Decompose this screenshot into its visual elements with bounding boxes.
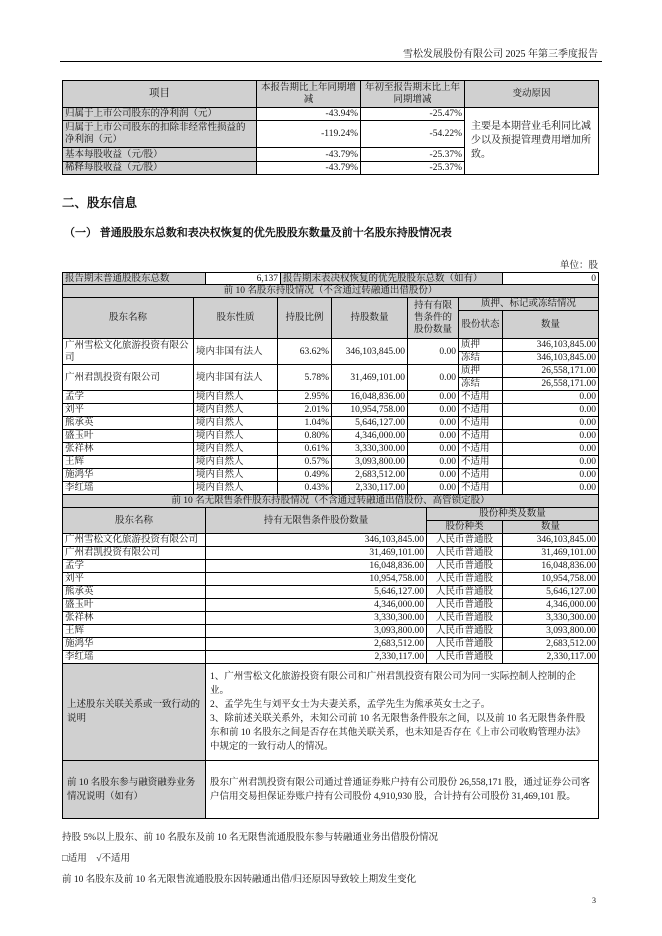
shareholder-nature: 境内自然人 bbox=[194, 417, 278, 430]
shareholder-name: 孟学 bbox=[63, 560, 206, 573]
quarter-change: -43.79% bbox=[257, 162, 361, 175]
shareholder-name: 广州君凯投资有限公司 bbox=[63, 365, 194, 391]
pledge-amount: 0.00 bbox=[503, 456, 599, 469]
share-amount: 3,330,300.00 bbox=[503, 612, 599, 625]
unrestricted-row bbox=[63, 534, 599, 547]
share-amount: 346,103,845.00 bbox=[503, 534, 599, 547]
share-status: 不适用 bbox=[459, 456, 503, 469]
col-type-group: 股份种类及数量 bbox=[427, 508, 599, 521]
restricted-qty: 0.00 bbox=[408, 456, 459, 469]
shareholding-qty: 4,346,000.00 bbox=[332, 430, 408, 443]
unrestricted-qty: 5,646,127.00 bbox=[206, 586, 427, 599]
header-quarter: 本报告期比上年同期增减 bbox=[257, 81, 361, 108]
unrestricted-row bbox=[63, 599, 599, 612]
unrestricted-qty: 3,093,800.00 bbox=[206, 625, 427, 638]
shareholding-qty: 5,646,127.00 bbox=[332, 417, 408, 430]
shareholder-name: 施鸿华 bbox=[63, 638, 206, 651]
share-amount: 2,683,512.00 bbox=[503, 638, 599, 651]
note-line: 1、广州雪松文化旅游投资有限公司和广州君凯投资有限公司为同一实际控制人控制的企业。 bbox=[210, 672, 576, 696]
share-type: 人民币普通股 bbox=[427, 612, 503, 625]
share-amount: 4,346,000.00 bbox=[503, 599, 599, 612]
col-name: 股东名称 bbox=[63, 298, 194, 339]
note-label: 前 10 名股东参与融资融券业务情况说明（如有） bbox=[63, 761, 206, 819]
shareholder-nature: 境内自然人 bbox=[194, 404, 278, 417]
top10-shareholders-table bbox=[62, 284, 599, 495]
shareholder-name: 广州雪松文化旅游投资有限公司 bbox=[63, 534, 206, 547]
restricted-qty: 0.00 bbox=[408, 469, 459, 482]
unrestricted-row bbox=[63, 586, 599, 599]
share-status: 质押 bbox=[459, 339, 503, 352]
unrestricted-row bbox=[63, 573, 599, 586]
shareholding-ratio: 0.57% bbox=[278, 456, 332, 469]
item-label: 稀释每股收益（元/股） bbox=[63, 162, 257, 175]
shareholder-name: 盛玉叶 bbox=[63, 599, 206, 612]
share-type: 人民币普通股 bbox=[427, 573, 503, 586]
shareholder-nature: 境内自然人 bbox=[194, 482, 278, 495]
note-line: 股东广州君凯投资有限公司通过普通证券账户持有公司股份 26,558,171 股，通过证券公司客户信用交易担保证券账户持有公司股份 4,910,930 股，合计持有公司股份 31,469,101 股。 bbox=[210, 777, 591, 802]
shareholder-name: 孟学 bbox=[63, 391, 194, 404]
restricted-qty: 0.00 bbox=[408, 443, 459, 456]
col-amount: 数量 bbox=[503, 521, 599, 534]
lending-statement: 持股 5%以上股东、前 10 名股东及前 10 名无限售流通股股东参与转融通业务出借股份情况 bbox=[62, 833, 439, 843]
shareholding-ratio: 0.49% bbox=[278, 469, 332, 482]
unrestricted-qty: 16,048,836.00 bbox=[206, 560, 427, 573]
share-amount: 2,330,117.00 bbox=[503, 651, 599, 664]
shareholder-name: 李红瑶 bbox=[63, 651, 206, 664]
share-status: 质押 bbox=[459, 365, 503, 378]
unrestricted-qty: 2,330,117.00 bbox=[206, 651, 427, 664]
top10-title: 前 10 名股东持股情况（不含通过转融通出借股份） bbox=[63, 285, 599, 298]
shareholder-name: 熊承英 bbox=[63, 417, 194, 430]
pledge-amount: 0.00 bbox=[503, 443, 599, 456]
section-title: 二、股东信息 bbox=[62, 196, 138, 210]
shareholding-qty: 2,683,512.00 bbox=[332, 469, 408, 482]
share-status: 冻结 bbox=[459, 352, 503, 365]
share-amount: 10,954,758.00 bbox=[503, 573, 599, 586]
unrestricted-row bbox=[63, 547, 599, 560]
share-status: 不适用 bbox=[459, 469, 503, 482]
shareholding-qty: 10,954,758.00 bbox=[332, 404, 408, 417]
shareholding-ratio: 0.80% bbox=[278, 430, 332, 443]
unrestricted-shareholders-table bbox=[62, 494, 599, 819]
unrestricted-row bbox=[63, 612, 599, 625]
share-amount: 5,646,127.00 bbox=[503, 586, 599, 599]
change-row bbox=[63, 108, 599, 121]
note-row bbox=[63, 761, 599, 819]
shareholder-nature: 境内自然人 bbox=[194, 391, 278, 404]
restricted-qty: 0.00 bbox=[408, 339, 459, 365]
shareholder-name: 王辉 bbox=[63, 456, 194, 469]
applicable-option: □适用 bbox=[62, 854, 87, 864]
unrestricted-qty: 10,954,758.00 bbox=[206, 573, 427, 586]
unrestricted-qty: 31,469,101.00 bbox=[206, 547, 427, 560]
share-type: 人民币普通股 bbox=[427, 547, 503, 560]
share-type: 人民币普通股 bbox=[427, 651, 503, 664]
col-name: 股东名称 bbox=[63, 508, 206, 534]
share-type: 人民币普通股 bbox=[427, 599, 503, 612]
unrestricted-row bbox=[63, 638, 599, 651]
header-item: 项目 bbox=[63, 81, 257, 108]
unrestricted-row bbox=[63, 651, 599, 664]
restricted-qty: 0.00 bbox=[408, 417, 459, 430]
header-ytd: 年初至报告期末比上年同期增减 bbox=[361, 81, 465, 108]
shareholder-nature: 境内自然人 bbox=[194, 469, 278, 482]
restricted-qty: 0.00 bbox=[408, 391, 459, 404]
note-line: 3、除前述关联关系外，未知公司前 10 名无限售条件股东之间，以及前 10 名无限售条件股东和前 10 名股东之间是否存在其他关联关系，也未知是否存在《上市公司收购管理办法》中规定的一致行动人的情况。 bbox=[210, 714, 586, 752]
col-qty: 持股数量 bbox=[332, 298, 408, 339]
unrestricted-qty: 346,103,845.00 bbox=[206, 534, 427, 547]
total-shareholders-label: 报告期末普通股股东总数 bbox=[63, 273, 206, 286]
note-row bbox=[63, 664, 599, 761]
quarter-change: -43.79% bbox=[257, 148, 361, 162]
pledge-amount: 0.00 bbox=[503, 469, 599, 482]
shareholder-name: 熊承英 bbox=[63, 586, 206, 599]
share-type: 人民币普通股 bbox=[427, 638, 503, 651]
note-line: 2、孟学先生与刘平女士为夫妻关系，孟学先生为熊承英女士之子。 bbox=[210, 700, 491, 710]
share-status: 不适用 bbox=[459, 482, 503, 495]
shareholding-qty: 3,330,300.00 bbox=[332, 443, 408, 456]
shareholder-row bbox=[63, 391, 599, 404]
pledge-amount: 346,103,845.00 bbox=[503, 339, 599, 352]
pledge-amount: 346,103,845.00 bbox=[503, 352, 599, 365]
col-unrestricted-qty: 持有无限售条件股份数量 bbox=[206, 508, 427, 534]
change-statement: 前 10 名股东及前 10 名无限售流通股股东因转融通出借/归还原因导致较上期发生变化 bbox=[62, 875, 417, 885]
pledge-amount: 26,558,171.00 bbox=[503, 365, 599, 378]
item-label: 基本每股收益（元/股） bbox=[63, 148, 257, 162]
restricted-qty: 0.00 bbox=[408, 365, 459, 391]
item-label: 归属于上市公司股东的扣除非经常性损益的净利润（元） bbox=[63, 121, 257, 148]
col-amount: 数量 bbox=[503, 311, 599, 339]
page-number: 3 bbox=[592, 896, 596, 905]
subsection-title: （一） 普通股股东总数和表决权恢复的优先股股东数量及前十名股东持股情况表 bbox=[64, 227, 452, 239]
shareholding-qty: 16,048,836.00 bbox=[332, 391, 408, 404]
quarter-change: -119.24% bbox=[257, 121, 361, 148]
ytd-change: -25.37% bbox=[361, 148, 465, 162]
share-status: 冻结 bbox=[459, 378, 503, 391]
unrestricted-title: 前 10 名无限售条件股东持股情况（不含通过转融通出借股份、高管锁定股） bbox=[63, 495, 599, 508]
shareholding-qty: 31,469,101.00 bbox=[332, 365, 408, 391]
change-reason: 主要是本期营业毛利同比减少以及预提管理费用增加所致。 bbox=[465, 108, 599, 175]
shareholder-row bbox=[63, 469, 599, 482]
shareholding-ratio: 63.62% bbox=[278, 339, 332, 365]
shareholder-nature: 境内非国有法人 bbox=[194, 365, 278, 391]
pledge-amount: 26,558,171.00 bbox=[503, 378, 599, 391]
share-status: 不适用 bbox=[459, 391, 503, 404]
quarter-change: -43.94% bbox=[257, 108, 361, 121]
ytd-change: -25.47% bbox=[361, 108, 465, 121]
shareholder-name: 张祥林 bbox=[63, 443, 194, 456]
col-ratio: 持股比例 bbox=[278, 298, 332, 339]
unit-label: 单位：股 bbox=[559, 261, 598, 271]
shareholder-row bbox=[63, 482, 599, 495]
shareholder-row bbox=[63, 339, 599, 352]
shareholder-row bbox=[63, 417, 599, 430]
share-amount: 3,093,800.00 bbox=[503, 625, 599, 638]
shareholding-qty: 346,103,845.00 bbox=[332, 339, 408, 365]
shareholder-row bbox=[63, 430, 599, 443]
col-restricted: 持有有限售条件的股份数量 bbox=[408, 298, 459, 339]
share-status: 不适用 bbox=[459, 443, 503, 456]
note-content bbox=[206, 664, 599, 761]
shareholder-row bbox=[63, 443, 599, 456]
col-nature: 股东性质 bbox=[194, 298, 278, 339]
unrestricted-qty: 3,330,300.00 bbox=[206, 612, 427, 625]
shareholding-ratio: 2.01% bbox=[278, 404, 332, 417]
shareholder-nature: 境内非国有法人 bbox=[194, 339, 278, 365]
shareholder-name: 刘平 bbox=[63, 573, 206, 586]
col-type: 股份种类 bbox=[427, 521, 503, 534]
shareholding-ratio: 0.61% bbox=[278, 443, 332, 456]
col-status: 股份状态 bbox=[459, 311, 503, 339]
pledge-amount: 0.00 bbox=[503, 417, 599, 430]
item-label: 归属于上市公司股东的净利润（元） bbox=[63, 108, 257, 121]
share-type: 人民币普通股 bbox=[427, 560, 503, 573]
report-header: 雪松发展股份有限公司 2025 年第三季度报告 bbox=[403, 49, 598, 60]
share-type: 人民币普通股 bbox=[427, 534, 503, 547]
share-amount: 31,469,101.00 bbox=[503, 547, 599, 560]
pledge-amount: 0.00 bbox=[503, 391, 599, 404]
shareholder-name: 王辉 bbox=[63, 625, 206, 638]
shareholder-name: 张祥林 bbox=[63, 612, 206, 625]
shareholder-row bbox=[63, 365, 599, 378]
shareholder-name: 广州雪松文化旅游投资有限公司 bbox=[63, 339, 194, 365]
restricted-qty: 0.00 bbox=[408, 482, 459, 495]
header-rule bbox=[60, 61, 602, 62]
unrestricted-row bbox=[63, 560, 599, 573]
col-pledge-group: 质押、标记或冻结情况 bbox=[459, 298, 599, 311]
shareholding-qty: 3,093,800.00 bbox=[332, 456, 408, 469]
shareholder-row bbox=[63, 404, 599, 417]
shareholder-name: 刘平 bbox=[63, 404, 194, 417]
shareholding-ratio: 0.43% bbox=[278, 482, 332, 495]
shareholder-nature: 境内自然人 bbox=[194, 456, 278, 469]
share-type: 人民币普通股 bbox=[427, 625, 503, 638]
total-shareholders-value: 6,137 bbox=[206, 273, 281, 286]
unrestricted-row bbox=[63, 625, 599, 638]
header-reason: 变动原因 bbox=[465, 81, 599, 108]
shareholder-row bbox=[63, 456, 599, 469]
shareholding-ratio: 1.04% bbox=[278, 417, 332, 430]
note-content bbox=[206, 761, 599, 819]
shareholder-name: 盛玉叶 bbox=[63, 430, 194, 443]
unrestricted-qty: 4,346,000.00 bbox=[206, 599, 427, 612]
pledge-amount: 0.00 bbox=[503, 404, 599, 417]
shareholder-name: 施鸿华 bbox=[63, 469, 194, 482]
restricted-qty: 0.00 bbox=[408, 430, 459, 443]
not-applicable-option: √不适用 bbox=[96, 854, 130, 864]
shareholder-nature: 境内自然人 bbox=[194, 443, 278, 456]
pledge-amount: 0.00 bbox=[503, 482, 599, 495]
applicability bbox=[62, 850, 130, 864]
change-table bbox=[62, 80, 599, 175]
shareholding-ratio: 2.95% bbox=[278, 391, 332, 404]
shareholder-name: 李红瑶 bbox=[63, 482, 194, 495]
ytd-change: -25.37% bbox=[361, 162, 465, 175]
shareholding-ratio: 5.78% bbox=[278, 365, 332, 391]
preferred-shareholders-value: 0 bbox=[503, 273, 599, 286]
shareholding-qty: 2,330,117.00 bbox=[332, 482, 408, 495]
restricted-qty: 0.00 bbox=[408, 404, 459, 417]
unrestricted-qty: 2,683,512.00 bbox=[206, 638, 427, 651]
share-status: 不适用 bbox=[459, 430, 503, 443]
ytd-change: -54.22% bbox=[361, 121, 465, 148]
share-amount: 16,048,836.00 bbox=[503, 560, 599, 573]
share-status: 不适用 bbox=[459, 404, 503, 417]
preferred-shareholders-label: 报告期末表决权恢复的优先股股东总数（如有） bbox=[281, 273, 503, 286]
unrestricted-section bbox=[62, 494, 599, 819]
shareholder-name: 广州君凯投资有限公司 bbox=[63, 547, 206, 560]
pledge-amount: 0.00 bbox=[503, 430, 599, 443]
share-type: 人民币普通股 bbox=[427, 586, 503, 599]
shareholder-nature: 境内自然人 bbox=[194, 430, 278, 443]
note-label: 上述股东关联关系或一致行动的说明 bbox=[63, 664, 206, 761]
share-status: 不适用 bbox=[459, 417, 503, 430]
